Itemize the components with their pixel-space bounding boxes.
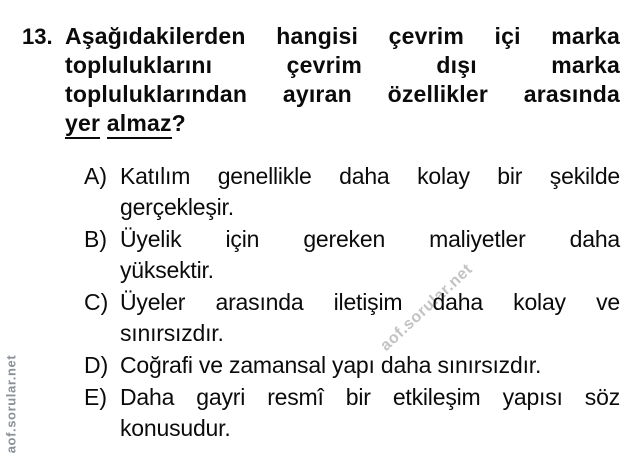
option-item-a	[84, 161, 620, 223]
option-line: konusudur.	[120, 415, 231, 441]
option-letter: E)	[84, 384, 107, 410]
option-line: sınırsızdır.	[120, 320, 224, 346]
option-text	[120, 224, 620, 286]
option-text	[120, 161, 620, 223]
option-line: yüksektir.	[120, 257, 214, 283]
option-text	[120, 287, 620, 349]
option-line: Üyelik için gereken maliyetler daha	[120, 226, 620, 252]
question-number: 13.	[22, 24, 53, 49]
question-line: topluluklarını çevrim dışı marka	[65, 52, 620, 78]
watermark-diagonal: aof.sorular.net	[377, 260, 477, 355]
underlined-word: yer	[65, 110, 100, 139]
option-line: Katılım genellikle daha kolay bir şekilde	[120, 163, 620, 189]
options-list	[22, 161, 620, 444]
question-line: topluluklarından ayıran özellikler arasında	[65, 81, 620, 107]
watermark-vertical: aof.sorular.net	[3, 354, 19, 454]
option-item-e	[84, 382, 620, 444]
option-line: gerçekleşir.	[120, 194, 234, 220]
option-letter: B)	[84, 226, 107, 252]
option-text	[120, 382, 620, 444]
option-item-d	[84, 350, 620, 381]
underlined-word: almaz	[107, 110, 172, 139]
option-letter: C)	[84, 289, 109, 315]
option-item-b	[84, 224, 620, 286]
question	[22, 22, 620, 138]
option-text	[120, 350, 620, 381]
option-line: Daha gayri resmî bir etkileşim yapısı söz	[120, 384, 620, 410]
question-line: Aşağıdakilerden hangisi çevrim içi marka	[65, 23, 620, 49]
option-letter: D)	[84, 352, 109, 378]
option-line: Coğrafi ve zamansal yapı daha sınırsızdır.	[120, 352, 542, 378]
question-line: yer almaz?	[65, 109, 620, 138]
option-letter: A)	[84, 163, 107, 189]
option-line: Üyeler arasında iletişim daha kolay ve	[120, 289, 620, 315]
option-item-c	[84, 287, 620, 349]
question-lines	[65, 22, 620, 138]
